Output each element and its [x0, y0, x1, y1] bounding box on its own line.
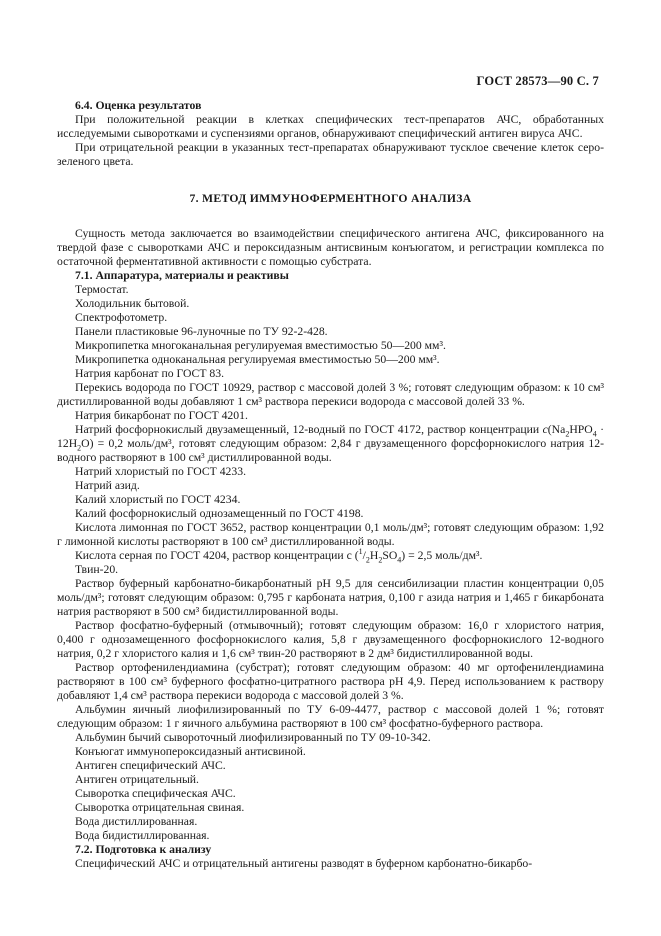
- list-item: Спектрофотометр.: [75, 311, 168, 324]
- section-6-4-title: 6.4. Оценка результатов: [75, 99, 202, 112]
- text-fragment: = 0,2 моль/дм³, готовят следующим образом: 2,84 г двузамещенного форсфорнокислого натрия 12-водного растворяют в 100 см³ дистиллированной воды.: [57, 437, 604, 464]
- paragraph: Перекись водорода по ГОСТ 10929, раствор с массовой долей 3 %; готовят следующим образом: к 10 см³ дистиллированной воды добавляют 1 см³ раствора перекиси водорода с массовой долей 33 %.: [57, 381, 604, 408]
- section-7-1-title: 7.1. Аппаратура, материалы и реактивы: [75, 269, 289, 282]
- list-item: Панели пластиковые 96-луночные по ТУ 92-2-428.: [75, 325, 328, 338]
- list-item: Натрия бикарбонат по ГОСТ 4201.: [75, 409, 248, 422]
- page-content: [57, 99, 604, 871]
- list-item: Сыворотка специфическая АЧС.: [75, 787, 236, 800]
- list-item: Натрий азид.: [75, 479, 140, 492]
- section-7-title: 7. МЕТОД ИММУНОФЕРМЕНТНОГО АНАЛИЗА: [189, 192, 472, 205]
- text-fragment: Натрий фосфорнокислый двузамещенный, 12-водный по ГОСТ 4172, раствор концентрации: [75, 423, 540, 436]
- list-item: Антиген специфический АЧС.: [75, 759, 226, 772]
- section-7-2-title: 7.2. Подготовка к анализу: [75, 843, 212, 856]
- list-item: Вода дистиллированная.: [75, 815, 198, 828]
- paragraph-phosphate: Натрий фосфорнокислый двузамещенный, 12-водный по ГОСТ 4172, раствор концентрации $c(Na_2HPO_4 \cdot 12H_2O) = 0,2$ моль/дм³, готовят следующим образом: 2,84 г двузамещенного форсфорнокислого натрия 12-водного растворяют в 100 см³ дистиллированной воды.: [57, 423, 604, 464]
- paragraph: При положительной реакции в клетках специфических тест-препаратов АЧС, обработанных исследуемыми сыворотками и суспензиями органов, обнаруживают специфический антиген вируса АЧС.: [57, 113, 604, 140]
- paragraph: Специфический АЧС и отрицательный антигены разводят в буферном карбонатно-бикарбо-: [75, 857, 533, 870]
- paragraph: Кислота лимонная по ГОСТ 3652, раствор концентрации 0,1 моль/дм³; готовят следующим образом: 1,92 г лимонной кислоты растворяют в 100 см³ дистиллированной воды.: [57, 521, 604, 548]
- text-fragment: Кислота серная по ГОСТ 4204, раствор концентрации с: [75, 549, 355, 562]
- list-item: Натрий хлористый по ГОСТ 4233.: [75, 465, 247, 478]
- text-fragment: = 2,5 моль/дм³.: [405, 549, 483, 562]
- list-item: Альбумин бычий сывороточный лиофилизированный по ТУ 09-10-342.: [75, 731, 431, 744]
- paragraph: Сущность метода заключается во взаимодействии специфического антигена АЧС, фиксированного на твердой фазе с сыворотками АЧС и пероксидазным антисвиным конъюгатом, и регистрации комплекса по остаточной ферментативной активности с помощью субстрата.: [57, 227, 604, 268]
- list-item: Конъюгат иммунопероксидазный антисвиной.: [75, 745, 306, 758]
- list-item: Калий хлористый по ГОСТ 4234.: [75, 493, 241, 506]
- paragraph: Раствор буферный карбонатно-бикарбонатный рН 9,5 для сенсибилизации пластин концентрации 0,05 моль/дм³; готовят следующим образом: 0,795 г карбоната натрия, 0,100 г азида натрия и 1,465 г бикарбоната натрия растворяют в 500 см³ бидистиллированной воды.: [57, 577, 604, 618]
- list-item: Микропипетка одноканальная регулируемая вместимостью 50—200 мм³.: [75, 353, 440, 366]
- paragraph: Альбумин яичный лиофилизированный по ТУ 6-09-4477, раствор с массовой долей 1 %; готовят следующим образом: 1 г яичного альбумина растворяют в 100 см³ фосфатно-буферного раствора.: [57, 703, 604, 730]
- list-item: Сыворотка отрицательная свиная.: [75, 801, 245, 814]
- paragraph: Раствор ортофенилендиамина (субстрат); готовят следующим образом: 40 мг ортофенилендиамина растворяют в 100 см³ буферного фосфатно-цитратного раствора рН 4,9. Перед использованием к раствору добавляют 1,4 см³ раствора перекиси водорода с массовой долей 3 %.: [57, 661, 604, 702]
- paragraph: Раствор фосфатно-буферный (отмывочный); готовят следующим образом: 16,0 г хлористого натрия, 0,400 г однозамещенного фосфорнокислого калия, 5,8 г двузамещенного фосфорнокислого 12-водного натрия, 0,2 г хлористого калия и 1,6 см³ твин-20 растворяют в 2 дм³ бидистиллированной воды.: [57, 619, 604, 660]
- list-item: Калий фосфорнокислый однозамещенный по ГОСТ 4198.: [75, 507, 364, 520]
- list-item: Холодильник бытовой.: [75, 297, 190, 310]
- formula-var: c: [542, 423, 548, 436]
- list-item: Натрия карбонат по ГОСТ 83.: [75, 367, 224, 380]
- list-item: Антиген отрицательный.: [75, 773, 199, 786]
- list-item: Вода бидистиллированная.: [75, 829, 210, 842]
- paragraph-sulfuric: Кислота серная по ГОСТ 4204, раствор концентрации с $(^1/_2H_2SO_4) = 2,5$ моль/дм³.: [75, 547, 483, 565]
- list-item: Микропипетка многоканальная регулируемая вместимостью 50—200 мм³.: [75, 339, 446, 352]
- paragraph: При отрицательной реакции в указанных тест-препаратах обнаруживают тусклое свечение клеток серо-зеленого цвета.: [57, 141, 604, 168]
- list-item: Термостат.: [75, 283, 129, 296]
- list-item: Твин-20.: [75, 563, 119, 576]
- page-header: ГОСТ 28573—90 С. 7: [476, 74, 599, 88]
